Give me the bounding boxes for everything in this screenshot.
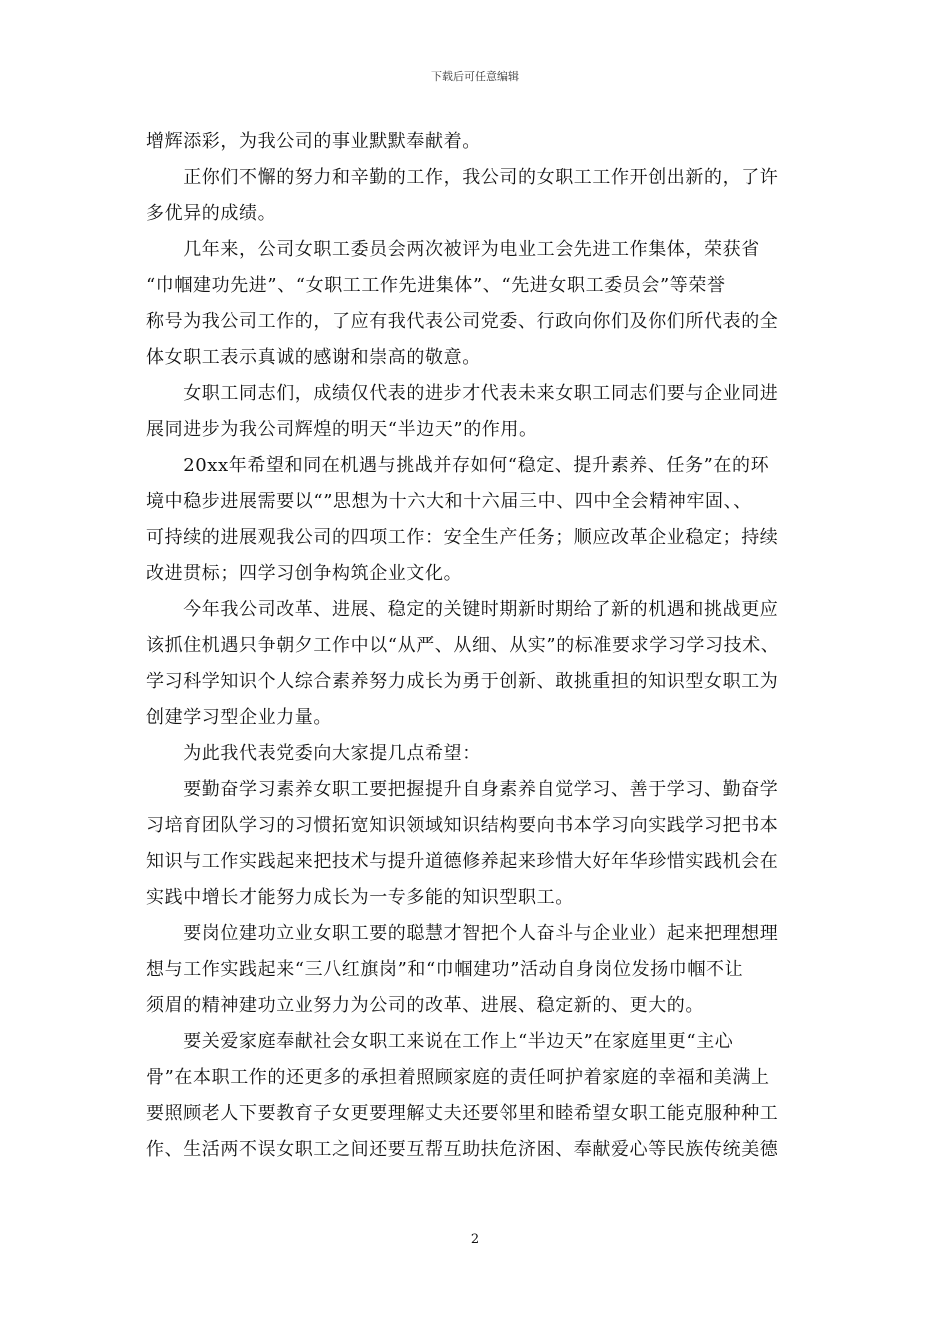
text-line: 20xx年希望和同在机遇与挑战并存如何“稳定、提升素养、任务”在的环 [146, 455, 770, 476]
text-line: 展同进步为我公司辉煌的明天“半边天”的作用。 [146, 419, 538, 440]
document-body [146, 124, 808, 1168]
text-line: 实践中增长才能努力成长为一专多能的知识型职工。 [146, 887, 574, 908]
text-line: 要岗位建功立业女职工要的聪慧才智把个人奋斗与企业业）起来把理想理 [146, 923, 779, 944]
page-number: 2 [470, 1232, 480, 1247]
text-line: 女职工同志们，成绩仅代表的进步才代表未来女职工同志们要与企业同进 [146, 383, 779, 404]
text-line: 改进贯标；四学习创争构筑企业文化。 [146, 563, 463, 584]
text-line: 习培育团队学习的习惯拓宽知识领域知识结构要向书本学习向实践学习把书本 [146, 815, 779, 836]
text-line: 要照顾老人下要教育子女更要理解丈夫还要邻里和睦希望女职工能克服种种工 [146, 1103, 779, 1124]
text-line: 要勤奋学习素养女职工要把握提升自身素养自觉学习、善于学习、勤奋学 [146, 779, 779, 800]
text-line: 学习科学知识个人综合素养努力成长为勇于创新、敢挑重担的知识型女职工为 [146, 671, 779, 692]
text-line: 境中稳步进展需要以“”思想为十六大和十六届三中、四中全会精神牢固、、 [146, 491, 752, 512]
text-line: 正你们不懈的努力和辛勤的工作，我公司的女职工工作开创出新的，了许 [146, 167, 779, 188]
text-line: 要关爱家庭奉献社会女职工来说在工作上“半边天”在家庭里更“主心 [146, 1031, 734, 1052]
text-line: 知识与工作实践起来把技术与提升道德修养起来珍惜大好年华珍惜实践机会在 [146, 851, 779, 872]
text-line: 该抓住机遇只争朝夕工作中以“从严、从细、从实”的标准要求学习学习技术、 [146, 635, 780, 656]
text-line: 创建学习型企业力量。 [146, 707, 332, 728]
text-line: 称号为我公司工作的，了应有我代表公司党委、行政向你们及你们所代表的全 [146, 311, 779, 332]
text-line: 几年来，公司女职工委员会两次被评为电业工会先进工作集体，荣获省 [146, 239, 760, 260]
text-line: 体女职工表示真诚的感谢和崇高的敬意。 [146, 347, 481, 368]
text-line: 多优异的成绩。 [146, 203, 277, 224]
page-header: 下载后可任意编辑 [431, 70, 519, 83]
text-line: 骨”在本职工作的还更多的承担着照顾家庭的责任呵护着家庭的幸福和美满上 [146, 1067, 770, 1088]
text-line: “巾帼建功先进”、“女职工工作先进集体”、“先进女职工委员会”等荣誉 [146, 275, 726, 296]
text-line: 想与工作实践起来“三八红旗岗”和“巾帼建功”活动自身岗位发扬巾帼不让 [146, 959, 744, 980]
text-line: 须眉的精神建功立业努力为公司的改革、进展、稳定新的、更大的。 [146, 995, 704, 1016]
text-line: 作、生活两不误女职工之间还要互帮互助扶危济困、奉献爱心等民族传统美德 [146, 1139, 779, 1160]
text-line: 为此我代表党委向大家提几点希望： [146, 743, 481, 764]
text-line: 可持续的进展观我公司的四项工作：安全生产任务；顺应改革企业稳定；持续 [146, 527, 779, 548]
text-line: 增辉添彩，为我公司的事业默默奉献着。 [146, 131, 481, 152]
text-line: 今年我公司改革、进展、稳定的关键时期新时期给了新的机遇和挑战更应 [146, 599, 779, 620]
